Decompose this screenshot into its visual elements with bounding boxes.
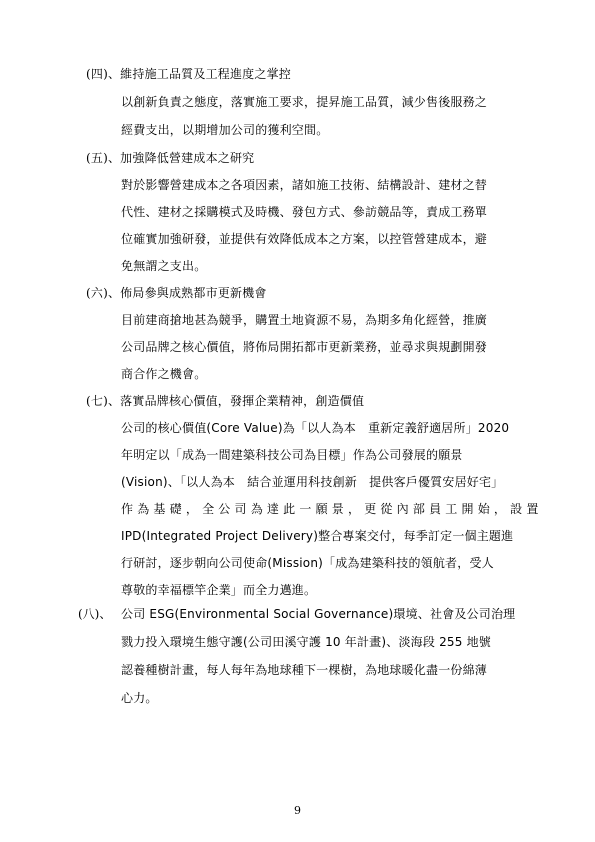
paragraph-line: 行研討，逐步朝向公司使命(Mission)「成為建築科技的領航者，受人 <box>121 556 494 570</box>
paragraph-line: 位確實加強研發，並提供有效降低成本之方案，以控管營建成本，避 <box>121 232 488 246</box>
paragraph-line: 心力。 <box>121 691 158 705</box>
paragraph-line: 年明定以「成為一間建築科技公司為目標」作為公司發展的願景 <box>121 448 463 462</box>
paragraph-line: 尊敬的幸福標竿企業」而全力邁進。 <box>121 583 317 597</box>
paragraph-line: 戮力投入環境生態守護(公司田溪守護 10 年計畫)、淡海段 255 地號 <box>121 635 491 649</box>
paragraph-line: 以創新負責之態度，落實施工要求，提昇施工品質，減少售後服務之 <box>121 95 488 109</box>
page-number: 9 <box>294 804 301 817</box>
section-heading: (四)、維持施工品質及工程進度之掌控 <box>86 67 291 81</box>
paragraph-line: 目前建商搶地甚為競爭，購置土地資源不易，為期多角化經營，推廣 <box>121 313 488 327</box>
paragraph-line: 代性、建材之採購模式及時機、發包方式、參訪競品等，責成工務單 <box>121 205 488 219</box>
paragraph-line: 對於影響營建成本之各項因素，諸如施工技術、結構設計、建材之替 <box>121 178 488 192</box>
item-number: (八)、 <box>78 607 112 621</box>
paragraph-line: (Vision)、「以人為本 結合並運用科技創新 提供客戶優質安居好宅」 <box>121 475 504 489</box>
paragraph-line: 認養種樹計畫，每人每年為地球種下一棵樹，為地球暖化盡一份綿薄 <box>121 663 488 677</box>
section-heading: (五)、加強降低營建成本之研究 <box>86 151 255 165</box>
section-heading: (七)、落實品牌核心價值，發揮企業精神，創造價值 <box>86 394 365 408</box>
paragraph-line: 公司 ESG(Environmental Social Governance)環境、社會及公司治理 <box>121 607 516 621</box>
paragraph-line: 公司的核心價值(Core Value)為「以人為本 重新定義舒適居所」2020 <box>121 421 510 435</box>
paragraph-line: 作 為 基 礎 ， 全 公 司 為 達 此 一 願 景 ， 更 從 內 部 員 工 開 始 ， 設 置 <box>121 502 539 516</box>
paragraph-line: 經費支出，以期增加公司的獲利空間。 <box>121 123 329 137</box>
paragraph-line: 免無謂之支出。 <box>121 259 207 273</box>
paragraph-line: IPD(Integrated Project Delivery)整合專案交付，每季訂定一個主題進 <box>121 529 514 543</box>
paragraph-line: 公司品牌之核心價值，將佈局開拓都市更新業務，並尋求與規劃開發 <box>121 340 488 354</box>
section-heading: (六)、佈局參與成熟都市更新機會 <box>86 286 267 300</box>
paragraph-line: 商合作之機會。 <box>121 367 207 381</box>
